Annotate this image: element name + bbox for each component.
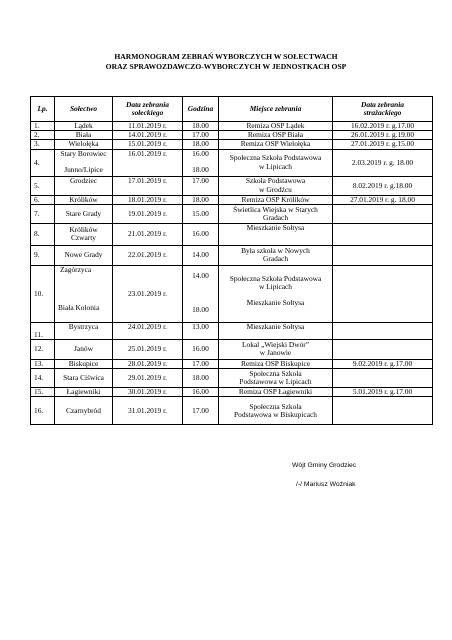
cell-lp: 1.: [31, 122, 55, 131]
cell-godzina: [183, 149, 219, 176]
cell-godzina: 16.00: [183, 339, 219, 359]
solectwo-line2: Czwarty: [70, 233, 97, 243]
table-row: [31, 359, 433, 368]
cell-godzina: 17.00: [183, 176, 219, 195]
cell-miejsce: Mieszkanie Sołtysa: [219, 223, 333, 245]
cell-data: 23.01.2019 r.: [113, 265, 183, 322]
cell-solectwo: Czarnybród: [55, 397, 113, 425]
cell-lp: 10.: [31, 265, 55, 322]
cell-godzina: 16.00: [183, 388, 219, 397]
cell-miejsce: Remiza OSP Łagiewniki: [219, 388, 333, 397]
document-title: [0, 52, 452, 72]
schedule-table: [30, 96, 433, 425]
cell-miejsce: Remiza OSP Lądek: [219, 122, 333, 131]
cell-godzina: 18.00: [183, 369, 219, 388]
header-solectwo: Sołectwo: [55, 97, 113, 122]
cell-data: 14.01.2019 r.: [113, 131, 183, 140]
cell-solectwo: Lądek: [55, 122, 113, 131]
miejsce-line1: Świetlica Wiejska w Starych: [233, 204, 318, 214]
cell-lp: 3.: [31, 140, 55, 149]
table-row: [31, 204, 433, 223]
cell-straz: [333, 245, 433, 265]
table-header-row: [31, 97, 433, 122]
cell-straz: [333, 223, 433, 245]
cell-godzina: 18.00: [183, 122, 219, 131]
cell-straz: 27.01.2019 r. g. 18.00: [333, 195, 433, 204]
cell-miejsce: [219, 149, 333, 176]
cell-straz: [333, 322, 433, 339]
godzina-a: 16.00: [192, 149, 209, 158]
cell-lp: 5.: [31, 176, 55, 195]
miejsce-line2: Podstawowa w Lipicach: [239, 377, 312, 387]
miejsce-line2: Podstawowa w Biskupicach: [234, 409, 317, 419]
title-line-2: ORAZ SPRAWOZDAWCZO-WYBORCZYCH W JEDNOSTKACH OSP: [105, 62, 347, 71]
cell-data: 18.01.2019 r.: [113, 195, 183, 204]
cell-lp: 7.: [31, 204, 55, 223]
table-row: [31, 140, 433, 149]
miejsce-line1: Społeczna Szkoła: [249, 368, 302, 378]
table-row: [31, 223, 433, 245]
cell-solectwo: Nowe Grady: [55, 245, 113, 265]
cell-data: 16.01.2019 r.: [113, 149, 183, 176]
cell-lp: 14.: [31, 369, 55, 388]
header-data-solecka: [113, 97, 183, 122]
miejsce-line2: w Grodźcu: [259, 184, 292, 194]
table-row: [31, 397, 433, 425]
solectwo-b: Junno/Lipice: [64, 164, 103, 174]
cell-solectwo: [55, 149, 113, 176]
cell-lp: 11.: [31, 322, 55, 339]
cell-solectwo: Grodziec: [55, 176, 113, 195]
cell-miejsce: Remiza OSP Biskupice: [219, 359, 333, 368]
header-lp: Lp.: [31, 97, 55, 122]
cell-godzina: 17.00: [183, 397, 219, 425]
cell-miejsce: Remiza OSP Królików: [219, 195, 333, 204]
cell-data: 22.01.2019 r.: [113, 245, 183, 265]
cell-solectwo: Janów: [55, 339, 113, 359]
cell-solectwo: Łagiewniki: [55, 388, 113, 397]
cell-miejsce: [219, 369, 333, 388]
cell-godzina: 18.00: [183, 195, 219, 204]
miejsce-line1: Społeczna Szkoła Podstawowa: [229, 153, 322, 163]
cell-miejsce: [219, 176, 333, 195]
cell-straz: 9.02.2019 r. g.17.00: [333, 359, 433, 368]
cell-straz: [333, 204, 433, 223]
signature-title: Wójt Gminy Grodziec: [292, 462, 357, 469]
cell-straz: 5.01.2019 r. g.17.00: [333, 388, 433, 397]
table-row: [31, 388, 433, 397]
cell-lp: 6.: [31, 195, 55, 204]
cell-solectwo: Biskupice: [55, 359, 113, 368]
miejsce-line2: w Lipicach: [258, 161, 293, 171]
miejsce-line1: Społeczna Szkoła Podstawowa: [229, 273, 322, 283]
cell-solectwo: [55, 265, 113, 322]
cell-data: 29.01.2019 r.: [113, 369, 183, 388]
cell-solectwo: Biała: [55, 131, 113, 140]
cell-solectwo: [55, 223, 113, 245]
table-row: [31, 265, 433, 322]
miejsce-line1: Była szkoła w Nowych: [241, 246, 310, 256]
cell-solectwo: Stara Ciświca: [55, 369, 113, 388]
cell-data: 15.01.2019 r.: [113, 140, 183, 149]
cell-lp: 12.: [31, 339, 55, 359]
cell-straz: [333, 265, 433, 322]
godzina-b: 18.00: [192, 164, 209, 174]
cell-data: 31.01.2019 r.: [113, 397, 183, 425]
table-row: [31, 339, 433, 359]
cell-data: 11.01.2019 r.: [113, 122, 183, 131]
miejsce-line1: Szkoła Podstawowa: [245, 176, 306, 186]
cell-straz: [333, 369, 433, 388]
godzina-b: 18.00: [192, 305, 209, 315]
cell-godzina: 17.00: [183, 359, 219, 368]
cell-data: 24.01.2019 r.: [113, 322, 183, 339]
miejsce-line3: Mieszkanie Sołtysa: [246, 298, 305, 308]
header-godzina: Godzina: [183, 97, 219, 122]
header-data-strazacka: [333, 97, 433, 122]
cell-straz: 16.02.2019 r. g.17.00: [333, 122, 433, 131]
cell-lp: 2.: [31, 131, 55, 140]
cell-data: 25.01.2019 r.: [113, 339, 183, 359]
header-miejsce: Miejsce zebrania: [219, 97, 333, 122]
cell-miejsce: [219, 339, 333, 359]
table-row: [31, 122, 433, 131]
godzina-a: 14.00: [192, 270, 209, 280]
cell-solectwo: Wielołęka: [55, 140, 113, 149]
cell-data: 30.01.2019 r.: [113, 388, 183, 397]
cell-lp: 4.: [31, 149, 55, 176]
cell-data: 21.01.2019 r.: [113, 223, 183, 245]
cell-miejsce: Remiza OSP Biała: [219, 131, 333, 140]
title-line-1: HARMONOGRAM ZEBRAŃ WYBORCZYCH W SOŁECTWACH: [114, 52, 338, 61]
table-row: [31, 195, 433, 204]
miejsce-line2: w Janowie: [259, 348, 292, 358]
table-row: [31, 149, 433, 176]
table-row: [31, 322, 433, 339]
cell-straz: 2.03.2019 r. g. 18.00: [333, 149, 433, 176]
table-row: [31, 131, 433, 140]
cell-straz: 27.01.2019 r. g.15.00: [333, 140, 433, 149]
cell-straz: 8.02.2019 r. g.18.00: [333, 176, 433, 195]
cell-godzina: 16.00: [183, 223, 219, 245]
cell-solectwo: Bystrzyca: [55, 322, 113, 339]
cell-godzina: [183, 265, 219, 322]
cell-miejsce: [219, 397, 333, 425]
cell-lp: 16.: [31, 397, 55, 425]
header-data-straz-line2: strażackiego: [363, 108, 402, 117]
cell-miejsce: Mieszkanie Sołtysa: [219, 322, 333, 339]
header-data-solecka-line1: Data zebrania: [126, 99, 169, 109]
solectwo-a: Zagórzyca: [60, 265, 92, 274]
miejsce-line2: w Lipicach: [258, 282, 293, 292]
table-row: [31, 176, 433, 195]
cell-godzina: 13.00: [183, 322, 219, 339]
signature-name: /-/ Mariusz Woźniak: [296, 481, 356, 488]
cell-lp: 9.: [31, 245, 55, 265]
cell-solectwo: Stare Grady: [55, 204, 113, 223]
cell-straz: [333, 339, 433, 359]
cell-lp: 15.: [31, 388, 55, 397]
header-data-solecka-line2: sołeckiego: [131, 108, 164, 117]
cell-lp: 13.: [31, 359, 55, 368]
cell-godzina: 14.00: [183, 245, 219, 265]
cell-solectwo: Królików: [55, 195, 113, 204]
miejsce-line1: Społeczna Szkoła: [249, 401, 302, 411]
cell-data: 28.01.2019 r.: [113, 359, 183, 368]
cell-miejsce: Remiza OSP Wielołęka: [219, 140, 333, 149]
solectwo-b: Biała Kolonia: [58, 303, 100, 313]
solectwo-line1: Królików: [69, 225, 98, 235]
cell-straz: [333, 397, 433, 425]
cell-miejsce: [219, 245, 333, 265]
cell-miejsce: [219, 204, 333, 223]
miejsce-line1: Lokal „Wiejski Dwór”: [241, 340, 310, 350]
header-data-straz-line1: Data zebrania: [361, 99, 404, 109]
table-row: [31, 369, 433, 388]
cell-lp: 8.: [31, 223, 55, 245]
cell-miejsce: [219, 265, 333, 322]
table-row: [31, 245, 433, 265]
cell-data: 17.01.2019 r.: [113, 176, 183, 195]
cell-godzina: 17.00: [183, 131, 219, 140]
cell-godzina: 18.00: [183, 140, 219, 149]
miejsce-line2: Gradach: [262, 212, 289, 222]
cell-godzina: 15.00: [183, 204, 219, 223]
cell-straz: 26.01.2019 r. g.19.00: [333, 131, 433, 140]
cell-data: 19.01.2019 r.: [113, 204, 183, 223]
solectwo-a: Stary Borowiec: [60, 149, 107, 158]
miejsce-line2: Gradach: [262, 254, 289, 264]
